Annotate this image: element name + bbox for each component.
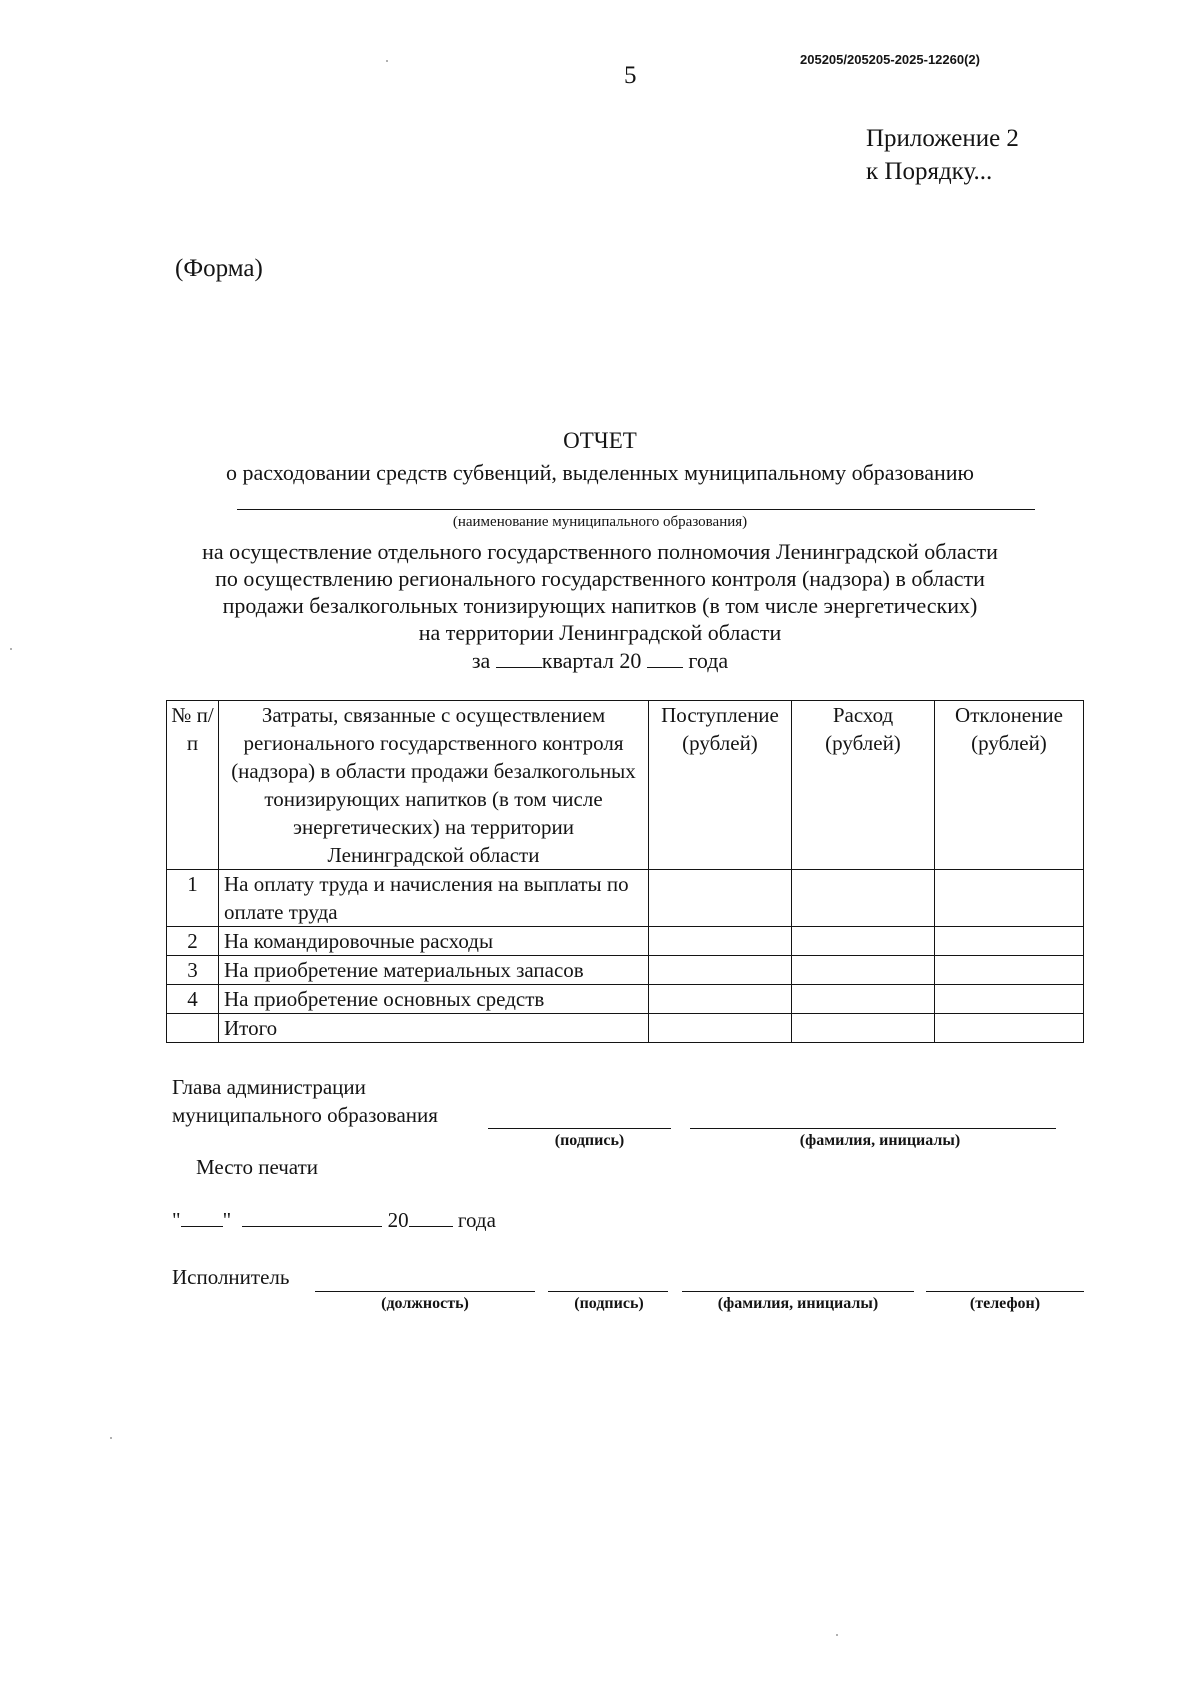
date-day-blank[interactable] [181,1226,223,1227]
period-suffix: года [688,648,729,673]
row-deviation-cell[interactable] [935,870,1084,927]
document-number: 205205/205205-2025-12260(2) [800,52,980,67]
total-deviation-cell[interactable] [935,1014,1084,1043]
scan-speck [10,648,12,650]
form-label: (Форма) [175,255,263,282]
header-income: Поступление (рублей) [649,701,792,870]
row-income-cell[interactable] [649,956,792,985]
title-line-2: на осуществление отдельного государственного полномочия Ленинградской области [202,539,998,564]
table-row [167,870,1084,927]
row-expense-cell[interactable] [792,985,935,1014]
row-label: Итого [219,1014,649,1043]
seal-place: Место печати [196,1155,319,1179]
row-income-cell[interactable] [649,985,792,1014]
executor-signature-caption: (подпись) [574,1295,644,1312]
year-blank [647,667,683,668]
appendix-line-2: к Порядку... [866,158,993,185]
executor-name-line[interactable] [682,1291,914,1292]
row-label: На оплату труда и начисления на выплаты по оплате труда [219,870,649,927]
row-num [167,1014,219,1043]
executor-position-caption: (должность) [381,1295,469,1312]
title-line-1: о расходовании средств субвенций, выделенных муниципальному образованию [226,460,974,485]
expense-report-table [166,700,1084,1043]
row-deviation-cell[interactable] [935,927,1084,956]
head-signature-caption: (подпись) [554,1132,625,1149]
row-num: 3 [167,956,219,985]
row-num: 2 [167,927,219,956]
table-row [167,956,1084,985]
title-line-4: продажи безалкогольных тонизирующих напитков (в том числе энергетических) [222,593,978,618]
page-number: 5 [624,62,637,89]
header-costs: Затраты, связанные с осуществлением регионального государственного контроля (надзора) в области продажи безалкогольных тонизирующих напитков (в том числе энергетических) на территории Ленинградской области [219,701,649,870]
title-line-3: по осуществлению регионального государственного контроля (надзора) в области [215,566,985,591]
row-label: На приобретение материальных запасов [219,956,649,985]
date-year-blank[interactable] [409,1226,453,1227]
appendix-label [866,122,1019,188]
row-label: На приобретение основных средств [219,985,649,1014]
table-header-row [167,701,1084,870]
row-label: На командировочные расходы [219,927,649,956]
municipality-name-line [237,509,1035,510]
executor-position-line[interactable] [315,1291,535,1292]
row-num: 4 [167,985,219,1014]
head-title-line-1: Глава администрации [172,1075,366,1099]
head-name-caption: (фамилия, инициалы) [799,1132,961,1149]
date-quote-close: " [222,1208,232,1232]
executor-label: Исполнитель [172,1265,290,1289]
date-year-prefix: 20 [387,1208,409,1232]
table-row [167,927,1084,956]
scan-speck [836,1634,838,1636]
header-deviation: Отклонение (рублей) [935,701,1084,870]
scan-speck [110,1437,112,1439]
executor-phone-caption: (телефон) [969,1295,1041,1312]
row-income-cell[interactable] [649,870,792,927]
date-year-suffix: года [457,1208,496,1232]
executor-name-caption: (фамилия, инициалы) [717,1295,879,1312]
report-heading: ОТЧЕТ [563,428,637,453]
header-expense: Расход (рублей) [792,701,935,870]
total-income-cell[interactable] [649,1014,792,1043]
period-middle: квартал 20 [541,648,642,673]
title-line-5: на территории Ленинградской области [418,620,782,645]
head-title-line-2: муниципального образования [172,1103,438,1127]
table-row [167,985,1084,1014]
executor-phone-line[interactable] [926,1291,1084,1292]
report-period [0,648,1200,674]
date-quote-open: " [172,1208,181,1232]
quarter-blank [496,667,542,668]
date-month-blank[interactable] [242,1226,382,1227]
total-expense-cell[interactable] [792,1014,935,1043]
row-deviation-cell[interactable] [935,956,1084,985]
row-expense-cell[interactable] [792,956,935,985]
head-name-line[interactable] [690,1128,1056,1129]
row-num: 1 [167,870,219,927]
appendix-line-1: Приложение 2 [866,125,1019,152]
row-expense-cell[interactable] [792,870,935,927]
executor-signature-line[interactable] [548,1291,668,1292]
header-num: № п/п [167,701,219,870]
row-income-cell[interactable] [649,927,792,956]
period-prefix: за [471,648,491,673]
date-line [172,1208,496,1233]
row-deviation-cell[interactable] [935,985,1084,1014]
row-expense-cell[interactable] [792,927,935,956]
municipality-caption: (наименование муниципального образования) [452,514,748,530]
head-signature-line[interactable] [488,1128,671,1129]
table-total-row [167,1014,1084,1043]
scan-speck [386,60,388,62]
